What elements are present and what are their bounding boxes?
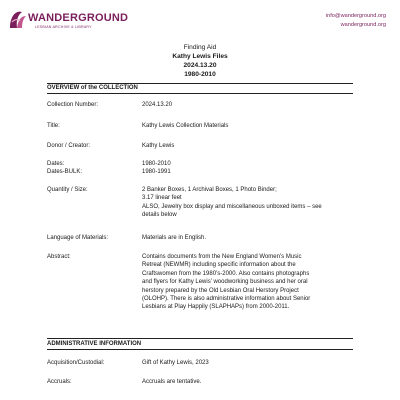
contact-block — [326, 12, 386, 30]
accruals-label: Accruals: — [47, 379, 72, 385]
abstract-line: (OLOHP). There is also administrative information about Senior — [142, 296, 311, 303]
creator-label: Donor / Creator: — [47, 143, 91, 149]
acquisition-label: Acquisition/Custodial: — [47, 360, 105, 366]
quantity-line: ALSO, Jewelry box display and miscellaneous unboxed items – see — [142, 203, 322, 210]
quantity-value — [142, 186, 354, 220]
title-label: Title: — [47, 123, 60, 129]
abstract-line: Craftswomen from the 1980’s-2000. Also contains photographs — [142, 270, 310, 277]
page-header — [0, 0, 400, 40]
abstract-value — [142, 253, 354, 312]
dates-bulk-label: Dates-BULK: — [47, 169, 83, 175]
document-title-block — [0, 43, 400, 79]
abstract-line: and flyers for Kathy Lewis’ woodworking business and her oral — [142, 279, 308, 286]
abstract-line: Retreat (NEWMR) including specific information about the — [142, 262, 296, 269]
finding-aid-label: Finding Aid — [183, 44, 217, 51]
abstract-line: herstory prepared by the Old Lesbian Oral Herstory Project — [142, 287, 299, 294]
language-value: Materials are in English. — [142, 235, 207, 241]
title-value: Kathy Lewis Collection Materials — [142, 123, 229, 129]
quantity-line: details below — [142, 212, 177, 219]
acquisition-value: Gift of Kathy Lewis, 2023 — [142, 360, 209, 366]
logo-subtitle: LESBIAN ARCHIVE & LIBRARY — [35, 25, 92, 29]
quantity-label: Quantity / Size: — [47, 187, 88, 193]
section-divider — [47, 338, 353, 339]
accruals-value: Accruals are tentative. — [142, 379, 202, 385]
collection-id: 2024.13.20 — [183, 62, 217, 69]
contact-email[interactable]: info@wanderground.org — [325, 13, 386, 19]
quantity-line: 2 Banker Boxes, 1 Archival Boxes, 1 Photo Binder; — [142, 187, 277, 193]
dates-value: 1980-2010 — [142, 161, 171, 167]
logo-mark-icon — [8, 8, 28, 30]
wanderground-logo[interactable] — [8, 6, 129, 36]
admin-heading: ADMINISTRATIVE INFORMATION — [47, 341, 142, 347]
dates-label: Dates: — [47, 161, 65, 167]
quantity-line: 3.17 linear feet — [142, 195, 182, 202]
language-label: Language of Materials: — [47, 235, 109, 241]
collection-title: Kathy Lewis Files — [172, 53, 228, 60]
creator-value: Kathy Lewis — [142, 143, 175, 149]
collection-number-value: 2024.13.20 — [142, 102, 173, 108]
section-divider — [47, 349, 353, 350]
contact-website[interactable]: wanderground.org — [340, 22, 386, 28]
abstract-line: Lesbians at Play Happily (SLAPHAPs) from 2000-2011. — [142, 304, 290, 311]
collection-date-range: 1980-2010 — [184, 71, 216, 78]
abstract-line: Contains documents from the New England Women’s Music — [142, 254, 302, 260]
section-divider — [47, 93, 353, 94]
abstract-label: Abstract: — [47, 254, 71, 260]
collection-number-label: Collection Number: — [47, 102, 99, 108]
dates-bulk-value: 1980-1991 — [142, 169, 171, 175]
overview-heading: OVERVIEW of the COLLECTION — [47, 85, 138, 91]
logo-title: WANDERGROUND — [28, 12, 129, 24]
